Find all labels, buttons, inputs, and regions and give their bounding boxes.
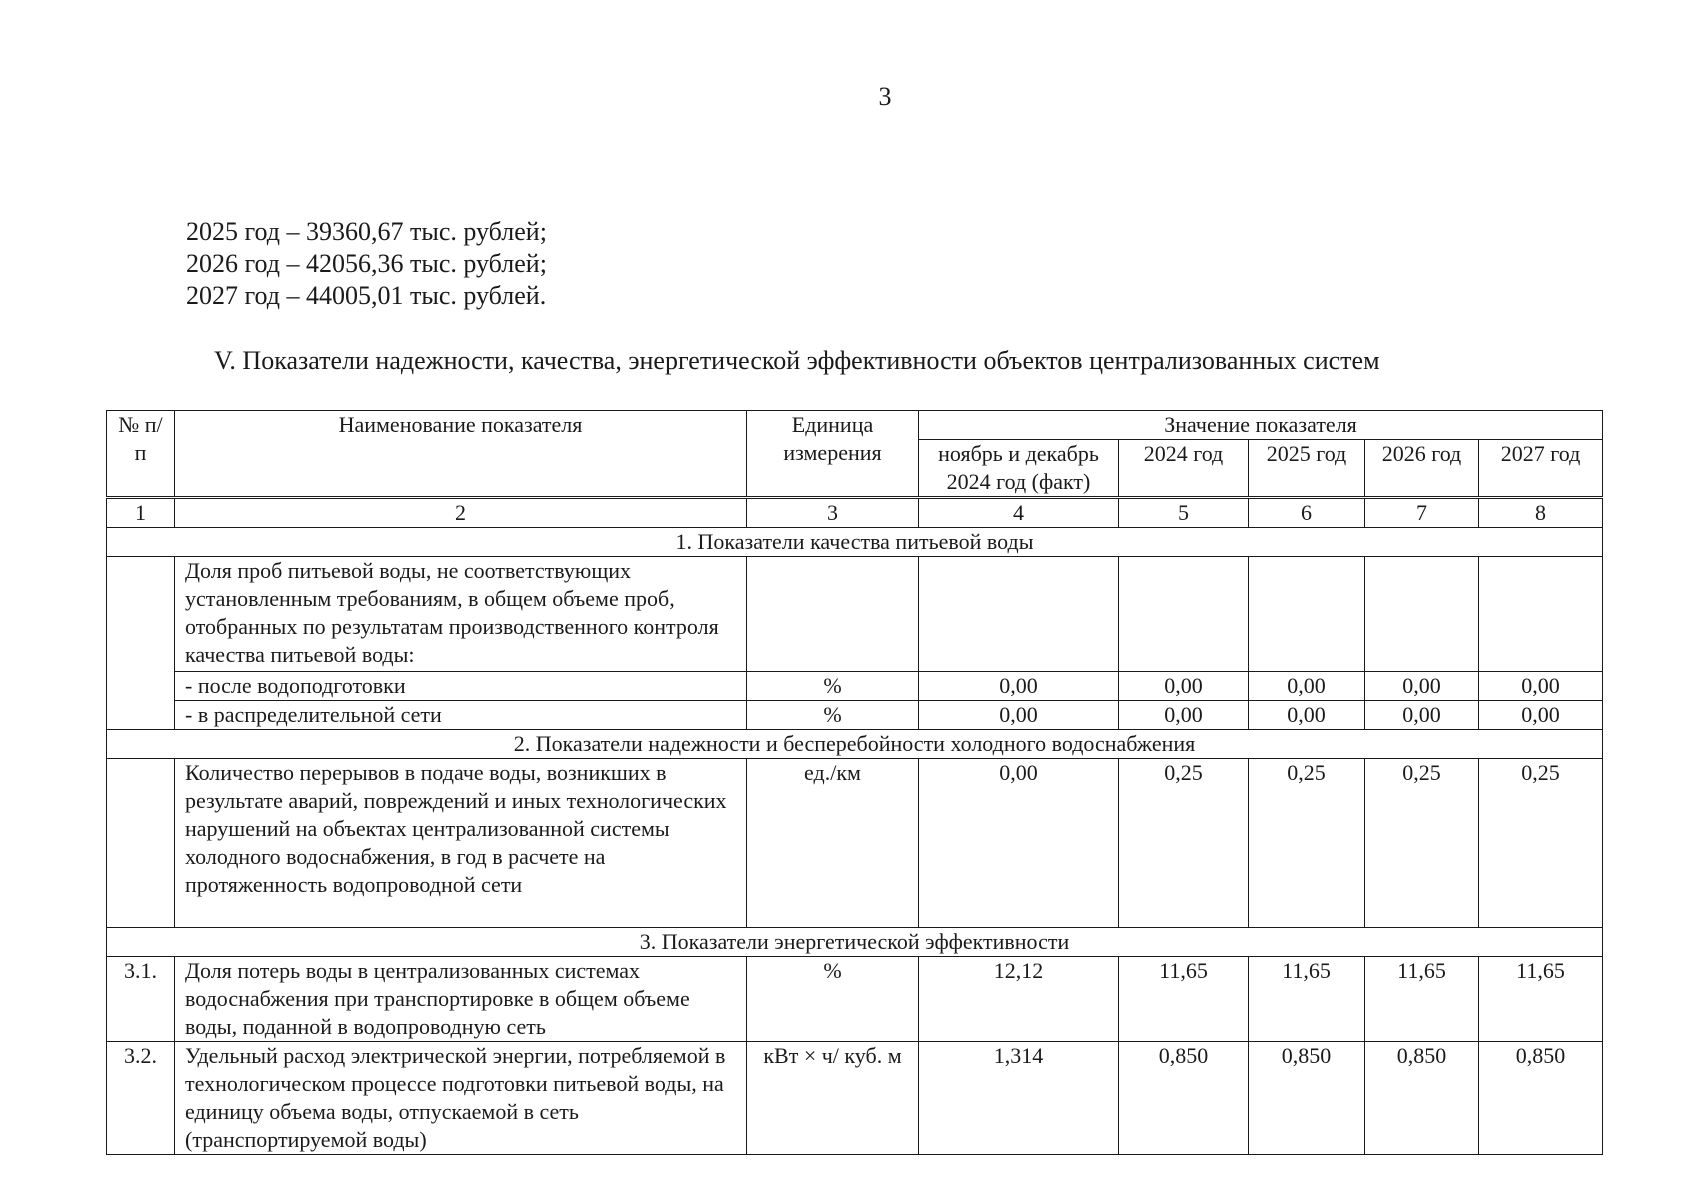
row-value: 0,00 (1365, 672, 1479, 701)
header-period: 2024 год (1119, 440, 1249, 498)
table-row (107, 759, 1603, 928)
row-value: 0,00 (1365, 701, 1479, 730)
column-number: 4 (919, 498, 1119, 528)
column-number-row (107, 498, 1603, 528)
row-value: 0,00 (919, 701, 1119, 730)
row-value: 11,65 (1249, 957, 1365, 1042)
row-value (1479, 557, 1603, 672)
row-num (107, 557, 175, 730)
column-number: 2 (175, 498, 747, 528)
row-value: 0,00 (1119, 672, 1249, 701)
row-unit: % (747, 701, 919, 730)
row-unit: % (747, 672, 919, 701)
row-value: 11,65 (1365, 957, 1479, 1042)
row-num: 3.1. (107, 957, 175, 1042)
row-value: 0,850 (1479, 1042, 1603, 1155)
header-row-1 (107, 411, 1603, 440)
row-num: 3.2. (107, 1042, 175, 1155)
section-heading: 3. Показатели энергетической эффективности (107, 928, 1603, 957)
row-name: - после водоподготовки (175, 672, 747, 701)
column-number: 6 (1249, 498, 1365, 528)
section-heading: 1. Показатели качества питьевой воды (107, 528, 1603, 557)
row-value: 11,65 (1119, 957, 1249, 1042)
row-name: Доля потерь воды в централизованных системах водоснабжения при транспортировке в общем объеме воды, поданной в водопроводную сеть (175, 957, 747, 1042)
header-unit: Единица измерения (747, 411, 919, 498)
row-value: 0,00 (1479, 672, 1603, 701)
row-value: 0,25 (1119, 759, 1249, 928)
budget-list (186, 216, 547, 312)
row-unit: ед./км (747, 759, 919, 928)
row-value: 0,850 (1365, 1042, 1479, 1155)
row-value: 1,314 (919, 1042, 1119, 1155)
table-row (107, 557, 1603, 672)
row-name: - в распределительной сети (175, 701, 747, 730)
row-unit: % (747, 957, 919, 1042)
column-number: 7 (1365, 498, 1479, 528)
header-name: Наименование показателя (175, 411, 747, 498)
header-period: 2026 год (1365, 440, 1479, 498)
section-row-3 (107, 928, 1603, 957)
section-title: V. Показатели надежности, качества, энергетической эффективности объектов централизованных систем (214, 346, 1380, 375)
row-value: 0,00 (1249, 672, 1365, 701)
header-num: № п/п (107, 411, 175, 498)
row-value: 0,00 (1119, 701, 1249, 730)
row-name: Доля проб питьевой воды, не соответствующих установленным требованиям, в общем объеме проб, отобранных по результатам производственного контроля качества питьевой воды: (175, 557, 747, 672)
page-number: 3 (878, 82, 892, 111)
budget-line-2025: 2025 год – 39360,67 тыс. рублей; (186, 217, 547, 246)
budget-line-2026: 2026 год – 42056,36 тыс. рублей; (186, 249, 547, 278)
row-name: Количество перерывов в подаче воды, возникших в результате аварий, повреждений и иных технологических нарушений на объектах централизованной системы холодного водоснабжения, в год в расчете на протяженность водопроводной сети (175, 759, 747, 928)
table-row (107, 957, 1603, 1042)
row-unit (747, 557, 919, 672)
section-heading: 2. Показатели надежности и бесперебойности холодного водоснабжения (107, 730, 1603, 759)
indicators-table (106, 410, 1603, 1155)
row-value (919, 557, 1119, 672)
column-number: 3 (747, 498, 919, 528)
table-row (107, 672, 1603, 701)
row-value: 12,12 (919, 957, 1119, 1042)
column-number: 5 (1119, 498, 1249, 528)
row-unit: кВт × ч/ куб. м (747, 1042, 919, 1155)
row-value: 11,65 (1479, 957, 1603, 1042)
header-period: 2027 год (1479, 440, 1603, 498)
header-value-group: Значение показателя (919, 411, 1603, 440)
row-value: 0,00 (1479, 701, 1603, 730)
row-value: 0,850 (1249, 1042, 1365, 1155)
header-period: ноябрь и декабрь 2024 год (факт) (919, 440, 1119, 498)
row-value: 0,25 (1249, 759, 1365, 928)
table-row (107, 701, 1603, 730)
row-num (107, 759, 175, 928)
row-value: 0,850 (1119, 1042, 1249, 1155)
row-value: 0,00 (919, 759, 1119, 928)
row-value: 0,00 (919, 672, 1119, 701)
column-number: 8 (1479, 498, 1603, 528)
column-number: 1 (107, 498, 175, 528)
row-value: 0,25 (1479, 759, 1603, 928)
row-value (1249, 557, 1365, 672)
header-period: 2025 год (1249, 440, 1365, 498)
row-name: Удельный расход электрической энергии, потребляемой в технологическом процессе подготовки питьевой воды, на единицу объема воды, отпускаемой в сеть (транспортируемой воды) (175, 1042, 747, 1155)
row-value (1365, 557, 1479, 672)
row-value (1119, 557, 1249, 672)
budget-line-2027: 2027 год – 44005,01 тыс. рублей. (186, 281, 547, 310)
section-row-2 (107, 730, 1603, 759)
row-value: 0,00 (1249, 701, 1365, 730)
table-row (107, 1042, 1603, 1155)
row-value: 0,25 (1365, 759, 1479, 928)
section-row-1 (107, 528, 1603, 557)
